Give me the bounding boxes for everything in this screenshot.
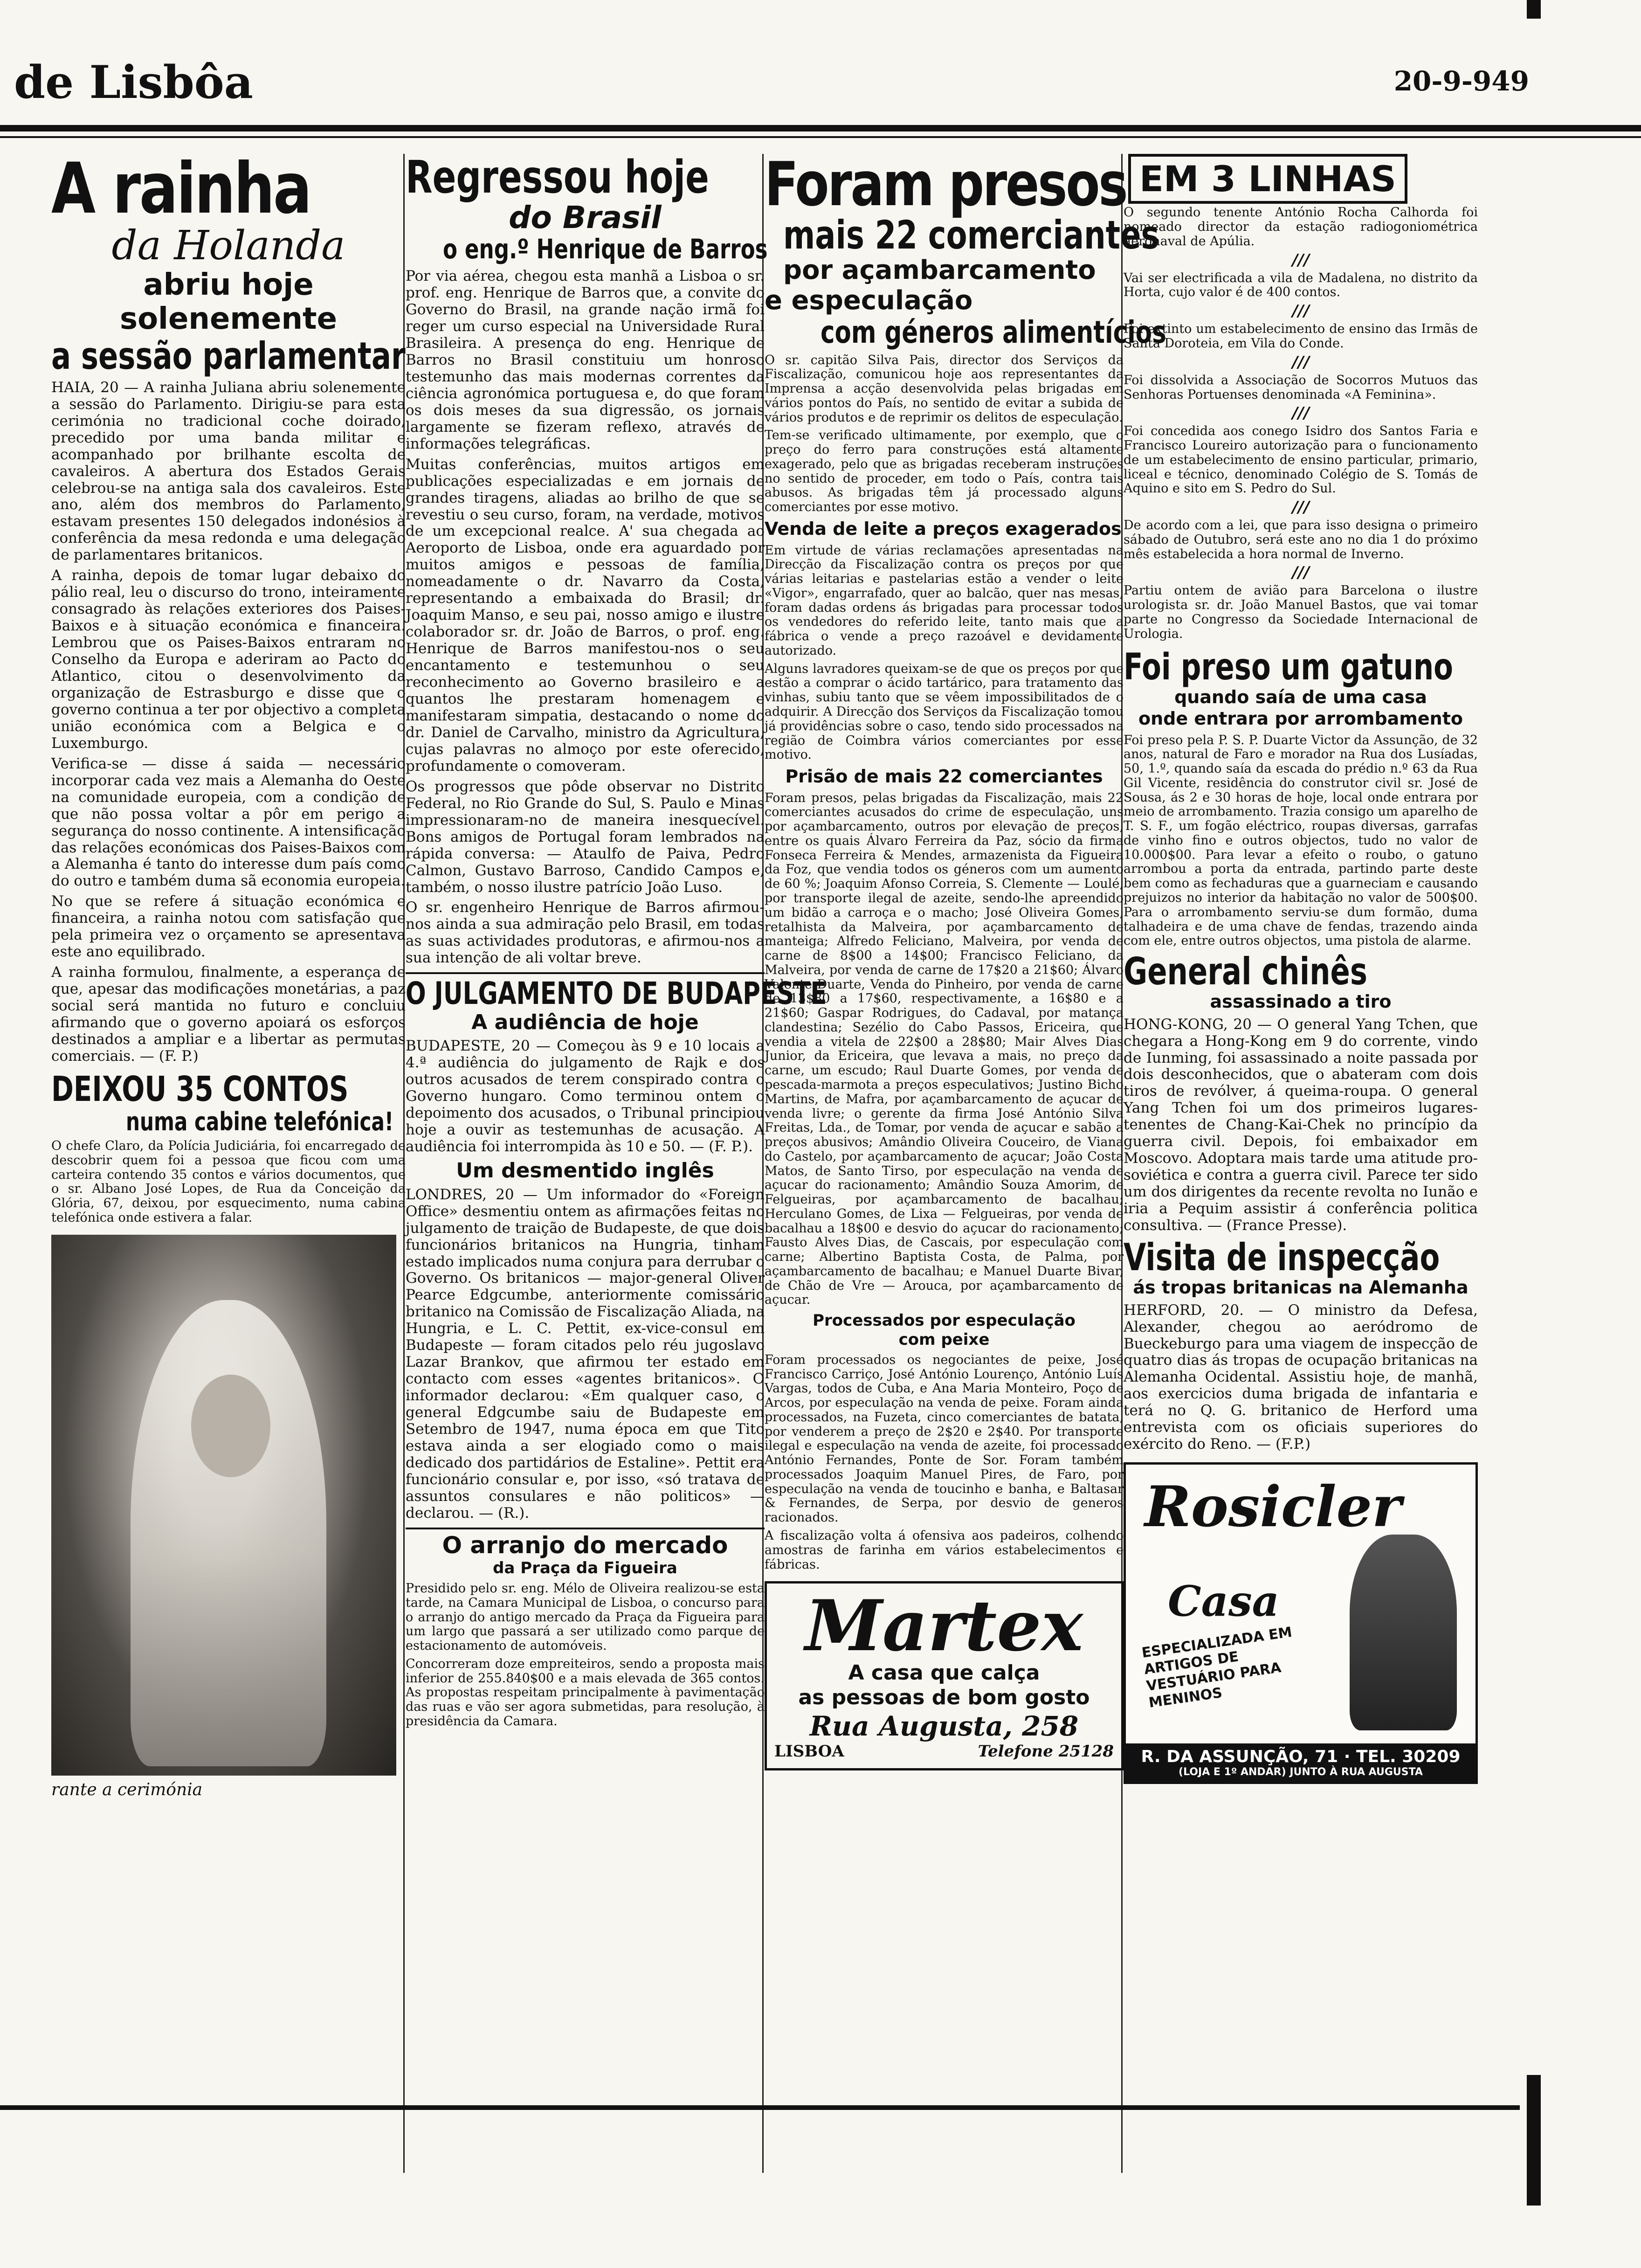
martex-phone: Telefone 25128: [978, 1742, 1114, 1761]
brief-separator: ///: [1292, 563, 1310, 582]
martex-city: LISBOA: [774, 1742, 844, 1761]
article-paragraph: Em virtude de várias reclamações apresentadas na Direcção da Fiscalização contra os preços por que várias leitarias e pastelarias estão a vender o leite «Vigor», engarrafado, quer ao balcão, quer nas mesas, foram dadas ordens ás brigadas para processar todos os vendedores do referido leite, tanto mais que a fábrica o vende a preço razoável e devidamente autorizado.: [765, 543, 1124, 658]
headline-deixou: DEIXOU 35 CONTOS: [51, 1069, 349, 1109]
column-4: [1124, 154, 1478, 2215]
article-paragraph: A fiscalização volta á ofensiva aos padeiros, colhendo amostras de farinha em vários estabelecimentos e fábricas.: [765, 1528, 1124, 1572]
brief-item: Foi concedida aos conego Isidro dos Santos Faria e Francisco Loureiro autorização para o funcionamento de um estabelecimento de ensino particular, primario, liceal e técnico, denominado Colégio de S. Tomás de Aquino e sito em S. Pedro do Sul.: [1124, 424, 1478, 496]
column-3: [765, 149, 1166, 2215]
masthead-date: 20-9-949: [1393, 65, 1529, 97]
article-paragraph: Verifica-se — disse á saida — necessário incorporar cada vez mais a Alemanha do Oeste na comunidade europeia, com a condição de que não possa voltar a pôr em perigo a segurança do nosso continente. A intensificação das relações económicas dos Paises-Baixos com a Alemanha é tanto do interesse dum país como do outro e também duma sã economia europeia.: [51, 755, 406, 890]
article-paragraph: Foi preso pela P. S. P. Duarte Victor da Assunção, de 32 anos, natural de Faro e morador na Rua dos Lusíadas, 50, 1.º, quando saía da escada do prédio n.º 63 da Rua Gil Vicente, residência do construtor civil sr. José de Sousa, ás 2 e 30 horas de hoje, local onde entrara por meio de arrombamento. Trazia consigo um aparelho de T. S. F., um fogão eléctrico, roupas diversas, garrafas de vinho fino e outros objectos, tudo no valor de 10.000$00. Para levar a efeito o roubo, o gatuno arrombou a porta da entrada, partindo parte deste bem como as fechaduras que a guarneciam e causando prejuizos no interior da habitação no valor de 500$00. Para o arrombamento serviu-se dum formão, duma talhadeira e de uma chave de fendas, trazendo ainda com ele, entre outros objectos, uma pistola de alarme.: [1124, 733, 1478, 948]
article-paragraph: No que se refere á situação económica e financeira, a rainha notou com satisfação que pela primeira vez o orçamento se apresentava este ano equilibrado.: [51, 893, 406, 961]
edge-bar: [1527, 0, 1541, 19]
brief-separator: ///: [1292, 302, 1310, 321]
subhead-arrombamento: onde entrara por arrombamento: [1138, 708, 1463, 729]
subhead-peixe: com peixe: [898, 1330, 990, 1349]
brief-list: [1124, 206, 1478, 641]
article-paragraph: O sr. capitão Silva Pais, director dos Serviços da Fiscalização, comunicou hoje aos representantes da Imprensa a acção desenvolvida pelas brigadas em vários pontos do País, no sentido de evitar a subida de vários produtos e de reprimir os delitos de especulação.: [765, 353, 1124, 425]
masthead-title: de Lisbôa: [14, 56, 253, 109]
brief-item: Foi dissolvida a Associação de Socorros Mutuos das Senhoras Portuenses denominada «A Feminina».: [1124, 373, 1478, 402]
article-paragraph: O chefe Claro, da Polícia Judiciária, foi encarregado de descobrir quem foi a pessoa que ficou com uma carteira contendo 35 contos e vários documentos, que o sr. Albano José Lopes, de Rua da Conceição da Glória, 67, deixou, por esquecimento, numa cabina telefónica onde estivera a falar.: [51, 1138, 406, 1225]
rosicler-address-line: R. DA ASSUNÇÃO, 71 · TEL. 30209: [1141, 1747, 1461, 1767]
rosicler-address-sub: (LOJA E 1º ANDAR) JUNTO À RUA AUGUSTA: [1179, 1766, 1423, 1778]
bottom-rule: [0, 2105, 1520, 2110]
article-paragraph: LONDRES, 20 — Um informador do «Foreign Office» desmentiu ontem as afirmações feitas no julgamento de traição de Budapeste, de que dois funcionários britanicos na Hungria, tinham estado implicados numa conjura para derrubar o Governo. Os britanicos — major-general Oliver Pearce Edgcumbe, anteriormente comissário britanico na Comissão de Fiscalização Aliada, na Hungria, e L. C. Pettit, ex-vice-consul em Budapeste — foram citados pelo réu jugoslavo Lazar Brankov, que afirmou ter estado em contacto com esses «agentes britanicos». O informador declarou: «Em qualquer caso, o general Edgcumbe saiu de Budapeste em Setembro de 1947, numa época em que Tito estava ainda a ser elogiado como o mais dedicado dos partidários de Estaline». Pettit era funcionário consular e, por isso, «só tratava de assuntos consulares e não politicos» — declarou. — (R.).: [406, 1186, 765, 1521]
headline-solenemente: solenemente: [119, 302, 338, 337]
brief-item: Vai ser electrificada a vila de Madalena, no distrito da Horta, cujo valor é de 400 contos.: [1124, 270, 1478, 300]
brief-item: O segundo tenente António Rocha Calhorda foi nomeado director da estação radiogoniométrica aeronaval de Apúlia.: [1124, 205, 1478, 249]
headline-sessao: a sessão parlamentar: [51, 334, 406, 378]
subhead-leite: Venda de leite a preços exagerados: [765, 518, 1122, 539]
martex-ad: [765, 1581, 1124, 1770]
article-paragraph: Os progressos que pôde observar no Distrito Federal, no Rio Grande do Sul, S. Paulo e Minas impressionaram-no de maneira inesquecível. Bons amigos de Portugal foram lembrados na rápida conversa: — Ataulfo de Paiva, Pedro Calmon, Gustavo Barroso, Candido Campos e, também, o nosso ilustre patrício João Luso.: [406, 778, 765, 896]
article-paragraph: Foram presos, pelas brigadas da Fiscalização, mais 22 comerciantes acusados do crime de especulação, uns por açambarcamento, outros por elevação de preços, entre os quais Álvaro Ferreira da Paz, sócio da firma Fonseca Ferreira & Mendes, armazenista da Figueira da Foz, que vendia todos os géneros com um aumento de 60 %; Joaquim Afonso Correia, S. Clemente — Loulé, por transporte ilegal de azeite, sendo-lhe apreendido um bidão a carroça e o macho; José Oliveira Gomes, retalhista da Malveira, por açambarcamento de manteiga; Alfredo Feliciano, Malveira, por venda de carne de 8$00 a 14$00; Francisco Feliciano, da Malveira, por venda de carne de 17$20 a 21$60; Álvaro Valente Duarte, Venda do Pinheiro, por venda de carne de 13$80 a 17$60, respectivamente, a 16$80 e a 21$60; Gaspar Rodrigues, do Cadaval, por matança clandestina; Sezélio do Cabo Passos, Ericeira, que vendia a vitela de 22$00 a 28$80; Mair Alves Dias Junior, da Ericeira, que levava a mais, no preço da carne, um escudo; Raul Duarte Gomes, por venda de pescada-marmota a preços especulativos; Justino Bicho Martins, de Mafra, por açambarcamento de açucar de venda livre; o gerente da firma José António Silva Freitas, Lda., de Tomar, por venda de açucar e sabão a preços abusivos; Amândio Oliveira Couceiro, de Viana do Castelo, por açambarcamento de açucar; João Costa Matos, de Santo Tirso, por especulação na venda de açucar do racionamento; Amândio Souza Amorim, de Felgueiras, por açambarcamento de bacalhau; Herculano Gomes, de Lixa — Felgueiras, por venda de bacalhau a 18$00 e desvio do açucar do racionamento; Fausto Alves Dias, de Cascais, por especulação com carne; Albertino Baptista Costa, de Palma, por açambarcamento de bacalhau; e Manuel Duarte Bivar, de Chão de Vre — Arouca, por açambarcamento de açucar.: [765, 790, 1124, 1307]
article-paragraph: HAIA, 20 — A rainha Juliana abriu solenemente a sessão do Parlamento. Dirigiu-se para esta cerimónia no tradicional coche doirado, precedido por uma banda militar e acompanhado por brilhante escolta de cavaleiros. A abertura dos Estados Gerais celebrou-se na antiga sala dos cavaleiros. Este ano, além dos membros do Parlamento, estavam presentes 150 delegados indonésios à conferência da mesa redonda e uma delegação de parlamentares britanicos.: [51, 379, 406, 564]
photo-caption: rante a cerimónia: [51, 1780, 203, 1799]
headline-generos: com géneros alimentícios: [820, 314, 1166, 350]
brief-item: Partiu ontem de avião para Barcelona o ilustre urologista sr. dr. João Manuel Bastos, que vai tomar parte no Congresso da Sociedade Internacional de Urologia.: [1124, 583, 1478, 641]
rosicler-address: [1126, 1743, 1476, 1782]
boy-illustration: [1350, 1535, 1457, 1730]
article-paragraph: BUDAPESTE, 20 — Começou às 9 e 10 locais a 4.ª audiência do julgamento de Rajk e dos outros acusados de terem conspirado contra o Governo hungaro. Como terminou ontem o depoimento dos acusados, o Tribunal principiou hoje a ouvir as testemunhas de acusação. A audiência foi interrompida às 10 e 50. — (F. P.).: [406, 1037, 765, 1155]
brief-separator: ///: [1292, 498, 1310, 517]
headline-abriu: abriu hoje: [143, 267, 314, 302]
edge-bar: [1527, 2075, 1541, 2206]
subhead-tiro: assassinado a tiro: [1210, 991, 1392, 1012]
headline-regressou: Regressou hoje: [406, 151, 709, 203]
article-paragraph: Alguns lavradores queixam-se de que os preços por que estão a comprar o ácido tartárico, para tratamento das vinhas, subiu tanto que se vêem impossibilitados de o adquirir. A Direcção dos Serviços da Fiscalização tomou já providências sobre o caso, tendo sido processados na região de Coimbra vários comerciantes por esse motivo.: [765, 661, 1124, 762]
martex-slogan-1: A casa que calça: [848, 1661, 1040, 1685]
rosicler-logo: Rosicler: [1145, 1474, 1402, 1540]
top-rule-thin: [0, 136, 1641, 138]
top-rule: [0, 125, 1641, 131]
subhead-processados: Processados por especulação: [813, 1311, 1076, 1330]
brief-separator: ///: [1292, 353, 1310, 372]
rosicler-casa: Casa: [1168, 1577, 1279, 1626]
headline-especulacao: e especulação: [765, 285, 973, 316]
headline-general: General chinês: [1124, 950, 1367, 994]
article-paragraph: Por via aérea, chegou esta manhã a Lisboa o sr. prof. eng. Henrique de Barros que, a convite do Governo do Brasil, na grande nação irmã foi reger um curso especial na Universidade Rural Brasileira. A presença do eng. Henrique de Barros no Brasil constituiu um honroso testemunho das mais modernas correntes da ciência agronómica portuguesa e, do que foram os dois meses da sua digressão, os jornais largamente se fizeram reflexo, através de informações telegráficas.: [406, 268, 765, 452]
subhead-audiencia: A audiência de hoje: [471, 1010, 699, 1034]
headline-comerciantes: mais 22 comerciantes: [783, 212, 1159, 258]
headline-rainha: A rainha: [51, 148, 310, 229]
subhead-tropas: ás tropas britanicas na Alemanha: [1133, 1277, 1469, 1298]
article-paragraph: Concorreram doze empreiteiros, sendo a proposta mais inferior de 255.840$00 e a mais elevada de 365 contos. As propostas respeitam principalmente à pavimentação das ruas e vão ser agora submetidas, para resolução, à presidência da Camara.: [406, 1656, 765, 1729]
article-paragraph: Tem-se verificado ultimamente, por exemplo, que o preço do ferro para construções está altamente exagerado, pelo que as brigadas receberam instruções no sentido de proceder, em todo o País, contra tais abusos. As brigadas têm já processado alguns comerciantes por esse motivo.: [765, 428, 1124, 515]
em3linhas-title: EM 3 LINHAS: [1128, 154, 1407, 204]
headline-visita: Visita de inspecção: [1124, 1236, 1440, 1279]
photo-veil: [131, 1300, 326, 1766]
article-paragraph: A rainha, depois de tomar lugar debaixo do pálio real, leu o discurso do trono, inteiramente consagrado às relações exteriores dos Paises-Baixos e à situação económica e financeira. Lembrou que os Paises-Baixos entraram no Conselho da Europa e aderiram ao Pacto do Atlantico, citou o desenvolvimento da organização de Estrasburgo e disse que o governo continua a ter por objectivo a completa união económica com a Belgica e o Luxemburgo.: [51, 567, 406, 752]
rosicler-line: ESPECIALIZADA EM ARTIGOS DE VESTUÁRIO PARA MENINOS: [1140, 1624, 1293, 1711]
brief-item: De acordo com a lei, que para isso designa o primeiro sábado de Outubro, será este ano no dia 1 do próximo mês estabelecida a hora normal de Inverno.: [1124, 518, 1478, 561]
subhead-prisao: Prisão de mais 22 comerciantes: [785, 766, 1103, 787]
headline-gatuno: Foi preso um gatuno: [1124, 646, 1453, 689]
article-paragraph: Foram processados os negociantes de peixe, José Francisco Carriço, José António Lourenço, António Luís Vargas, todos de Cuba, e Ana Maria Monteiro, Poço de Arcos, por especulação na venda de peixe. Foram ainda processados, na Fuzeta, cinco comerciantes de batata, por venderem a preço de 2$20 e 2$40. Por transporte ilegal e especulação na venda de azeite, foi processado António Fernandes, Ponte de Sor. Foram também processados Joaquim Manuel Pires, de Faro, por especulação na venda de toucinho e banha, e Baltasar & Fernandes, de Serpa, por desvio de generos racionados.: [765, 1352, 1124, 1525]
article-paragraph: HONG-KONG, 20 — O general Yang Tchen, que chegara a Hong-Kong em 9 do corrente, vindo de Iunming, foi assassinado a noite passada por dois desconhecidos, que o abateram com dois tiros de revólver, á queima-roupa. O general Yang Tchen foi um dos primeiros lugares-tenentes de Chang-Kai-Chek no princípio da guerra civil. Depois, foi embaixador em Moscovo. Adoptara mais tarde uma atitude pro-soviética e contra a guerra civil. Parece ter sido um dos dirigentes da recente revolta no Iunão e iria a Pequim assistir á conferência politica consultiva. — (France Presse).: [1124, 1016, 1478, 1234]
article-paragraph: O sr. engenheiro Henrique de Barros afirmou-nos ainda a sua admiração pelo Brasil, em todas as suas actividades produtoras, e afirmou-nos a sua intenção de ali voltar breve.: [406, 899, 765, 967]
headline-cabine: numa cabine telefónica!: [126, 1106, 394, 1136]
article-paragraph: Presidido pelo sr. eng. Mélo de Oliveira realizou-se esta tarde, na Camara Municipal de Lisboa, o concurso para o arranjo do antigo mercado da Praça da Figueira para um largo que passará a ser utilizado como parque de estacionamento de automóveis.: [406, 1581, 765, 1653]
photo-face: [191, 1375, 270, 1477]
headline-holanda: da Holanda: [111, 222, 345, 269]
martex-slogan-2: as pessoas de bom gosto: [798, 1686, 1090, 1710]
rosicler-ad: [1124, 1462, 1478, 1784]
headline-budapeste: O JULGAMENTO DE BUDAPESTE: [406, 975, 827, 1012]
martex-logo: Martex: [805, 1585, 1083, 1667]
headline-mercado: O arranjo do mercado: [442, 1531, 728, 1559]
queen-photo: [51, 1235, 396, 1776]
martex-address: Rua Augusta, 258: [809, 1710, 1079, 1742]
headline-barros: o eng.º Henrique de Barros: [443, 233, 768, 265]
brief-separator: ///: [1292, 404, 1310, 423]
article-paragraph: Muitas conferências, muitos artigos em publicações especializadas e em jornais de grandes tiragens, aliadas ao brilho de que se revestiu o seu curso, foram, na verdade, motivos de um excepcional realce. A' sua chegada ao Aeroporto de Lisboa, onde era aguardado por muitos amigos e pessoas de família, nomeadamente o dr. Navarro da Costa, representando a embaixada do Brasil; dr. Joaquim Manso, e seu pai, nosso amigo e ilustre colaborador sr. dr. João de Barros, o prof. eng. Henrique de Barros manifestou-nos o seu encantamento e testemunhou o seu reconhecimento ao Governo brasileiro e a quantos lhe prestaram homenagem e manifestaram simpatia, destacando o nome do dr. Daniel de Carvalho, ministro da Agricultura, cujas palavras no almoço por este oferecido, profundamente o comoveram.: [406, 456, 765, 774]
subhead-figueira: da Praça da Figueira: [493, 1559, 677, 1578]
article-paragraph: HERFORD, 20. — O ministro da Defesa, Alexander, chegou ao aeródromo de Bueckeburgo para uma viagem de inspecção de quatro dias ás tropas de ocupação britanicas na Alemanha Ocidental. Assistiu hoje, de manhã, aos exercicios duma brigada de infantaria e terá no Q. G. britanico de Herford uma entrevista com os oficiais superiores do exército do Reno. — (F.P.): [1124, 1301, 1478, 1453]
article-paragraph: A rainha formulou, finalmente, a esperança de que, apesar das modificações monetárias, a paz social será mantida no futuro e concluiu afirmando que o governo apoiará os esforços destinados a ampliar e a libertar as permutas comerciais. — (F. P.): [51, 964, 406, 1065]
subhead-casa: quando saía de uma casa: [1174, 687, 1427, 708]
column-1: [51, 148, 406, 2215]
headline-brasil: do Brasil: [509, 199, 662, 235]
subhead-desmentido: Um desmentido inglês: [456, 1159, 714, 1183]
column-2: [406, 151, 827, 2215]
headline-acambarcamento: por açambarcamento: [783, 255, 1096, 286]
headline-presos: Foram presos: [765, 149, 1127, 220]
brief-item: Foi extinto um estabelecimento de ensino das Irmãs de Santa Doroteia, em Vila do Conde.: [1124, 322, 1478, 351]
brief-separator: ///: [1292, 250, 1310, 270]
